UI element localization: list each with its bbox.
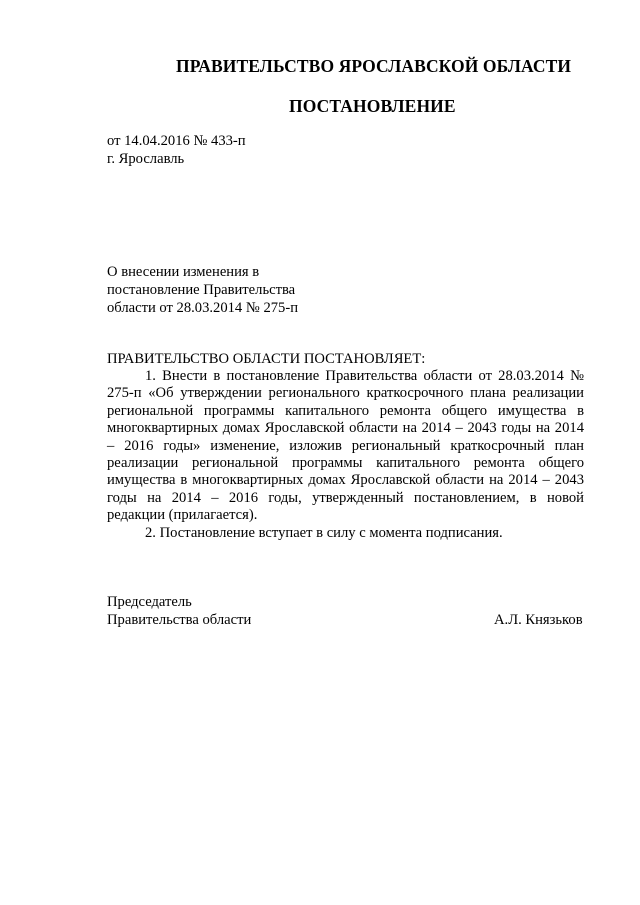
subject-line-2: постановление Правительства (107, 282, 296, 298)
city: г. Ярославль (107, 151, 185, 167)
signer-position-line-2: Правительства области (107, 612, 252, 628)
resolution-item-1: 1. Внести в постановление Правительства области от 28.03.2014 № 275-п «Об утверждении регионального краткосрочного плана реализации региональной программы капитального ремонта общего имущества в многоквартирных домах Ярославской области на 2014 – 2043 годы на 2014 – 2016 годы» изменение, изложив региональный краткосрочный план реализации региональной программы капитального ремонта общего имущества в многоквартирных домах Ярославской области на 2014 – 2043 годы на 2014 – 2016 годы, утвержденный постановлением, в новой редакции (прилагается). (107, 368, 584, 524)
subject-line-3: области от 28.03.2014 № 275-п (107, 300, 299, 316)
document-type-title: ПОСТАНОВЛЕНИЕ (289, 96, 456, 116)
resolution-body (107, 368, 584, 542)
government-title: ПРАВИТЕЛЬСТВО ЯРОСЛАВСКОЙ ОБЛАСТИ (176, 56, 572, 76)
resolution-item-2: 2. Постановление вступает в силу с момента подписания. (145, 524, 503, 541)
signer-position-line-1: Председатель (107, 594, 192, 610)
subject-line-1: О внесении изменения в (107, 264, 260, 280)
date-number: от 14.04.2016 № 433-п (107, 133, 246, 149)
preamble: ПРАВИТЕЛЬСТВО ОБЛАСТИ ПОСТАНОВЛЯЕТ: (107, 351, 426, 367)
signer-name: А.Л. Князьков (494, 612, 583, 628)
